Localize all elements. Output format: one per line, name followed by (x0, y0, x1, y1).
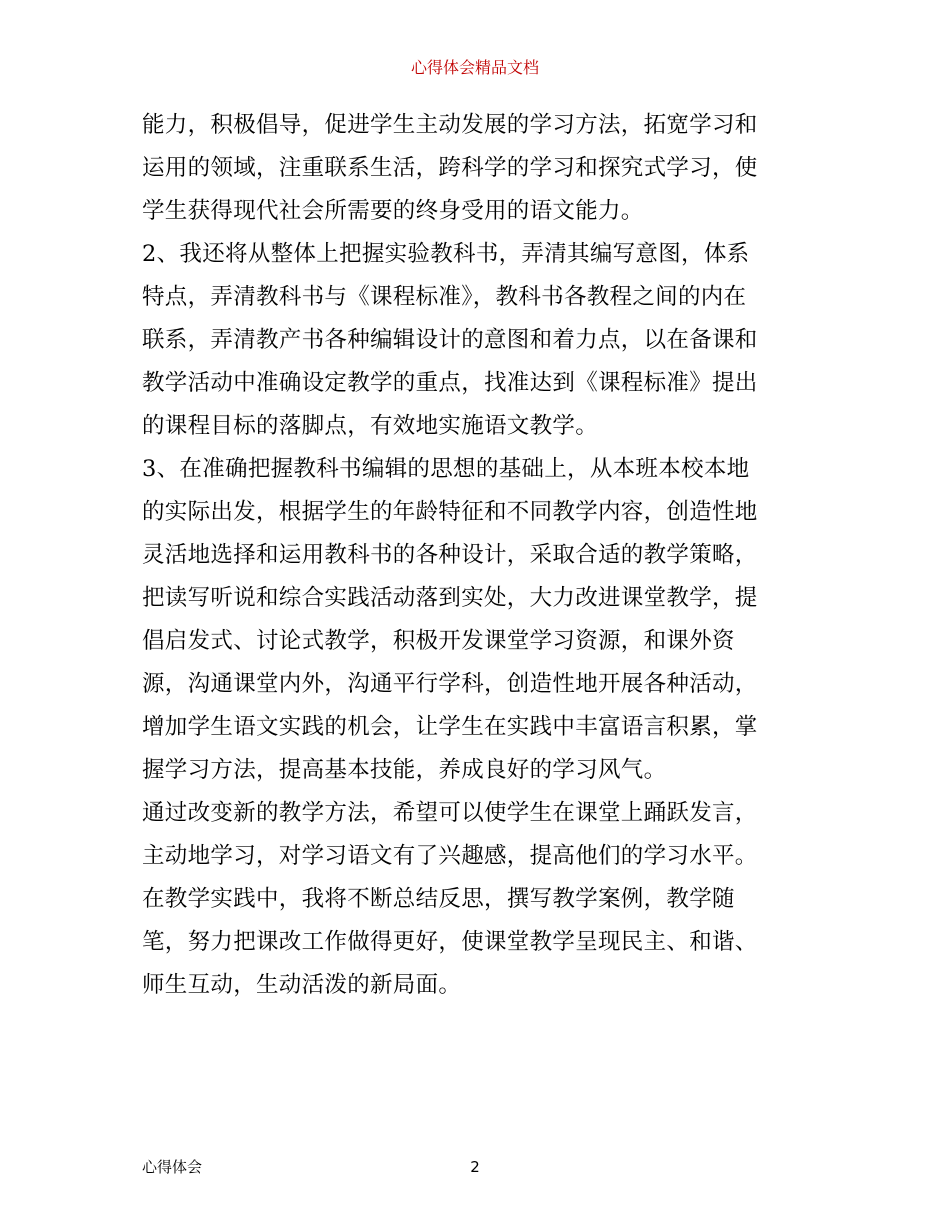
text-line: 灵活地选择和运用教科书的各种设计，采取合适的教学策略， (142, 542, 758, 568)
text-line: 联系，弄清教产书各种编辑设计的意图和着力点，以在备课和 (142, 327, 758, 353)
text-line: 倡启发式、讨论式教学，积极开发课堂学习资源，和课外资 (142, 628, 735, 654)
text-line: 通过改变新的教学方法，希望可以使学生在课堂上踊跃发言， (142, 800, 758, 826)
text-line: 学生获得现代社会所需要的终身受用的语文能力。 (142, 198, 644, 224)
text-line: 2、我还将从整体上把握实验教科书，弄清其编写意图，体系 (142, 241, 750, 267)
text-line: 能力，积极倡导，促进学生主动发展的学习方法，拓宽学习和 (142, 112, 758, 138)
text-line: 的课程目标的落脚点，有效地实施语文教学。 (142, 413, 599, 439)
text-line: 的实际出发，根据学生的年龄特征和不同教学内容，创造性地 (142, 499, 758, 525)
page-number: 2 (470, 1158, 480, 1176)
page-header-title: 心得体会精品文档 (410, 58, 539, 77)
text-line: 笔，努力把课改工作做得更好，使课堂教学呈现民主、和谐、 (142, 929, 758, 955)
text-line: 运用的领域，注重联系生活，跨科学的学习和探究式学习，使 (142, 155, 758, 181)
text-line: 3、在准确把握教科书编辑的思想的基础上，从本班本校本地 (142, 456, 750, 482)
text-line: 特点，弄清教科书与《课程标准》，教科书各教程之间的内在 (142, 284, 747, 310)
text-line: 主动地学习，对学习语文有了兴趣感，提高他们的学习水平。 (142, 843, 758, 869)
text-line: 握学习方法，提高基本技能，养成良好的学习风气。 (142, 757, 667, 783)
text-line: 在教学实践中，我将不断总结反思，撰写教学案例，教学随 (142, 886, 735, 912)
text-line: 教学活动中准确设定教学的重点，找准达到《课程标准》提出 (142, 370, 758, 396)
text-line: 源，沟通课堂内外，沟通平行学科，创造性地开展各种活动， (142, 671, 758, 697)
text-line: 把读写听说和综合实践活动落到实处，大力改进课堂教学，提 (142, 585, 758, 611)
text-line: 增加学生语文实践的机会，让学生在实践中丰富语言积累，掌 (142, 714, 758, 740)
footer-label: 心得体会 (142, 1158, 203, 1176)
text-line: 师生互动，生动活泼的新局面。 (142, 972, 462, 998)
document-body (142, 104, 818, 1007)
